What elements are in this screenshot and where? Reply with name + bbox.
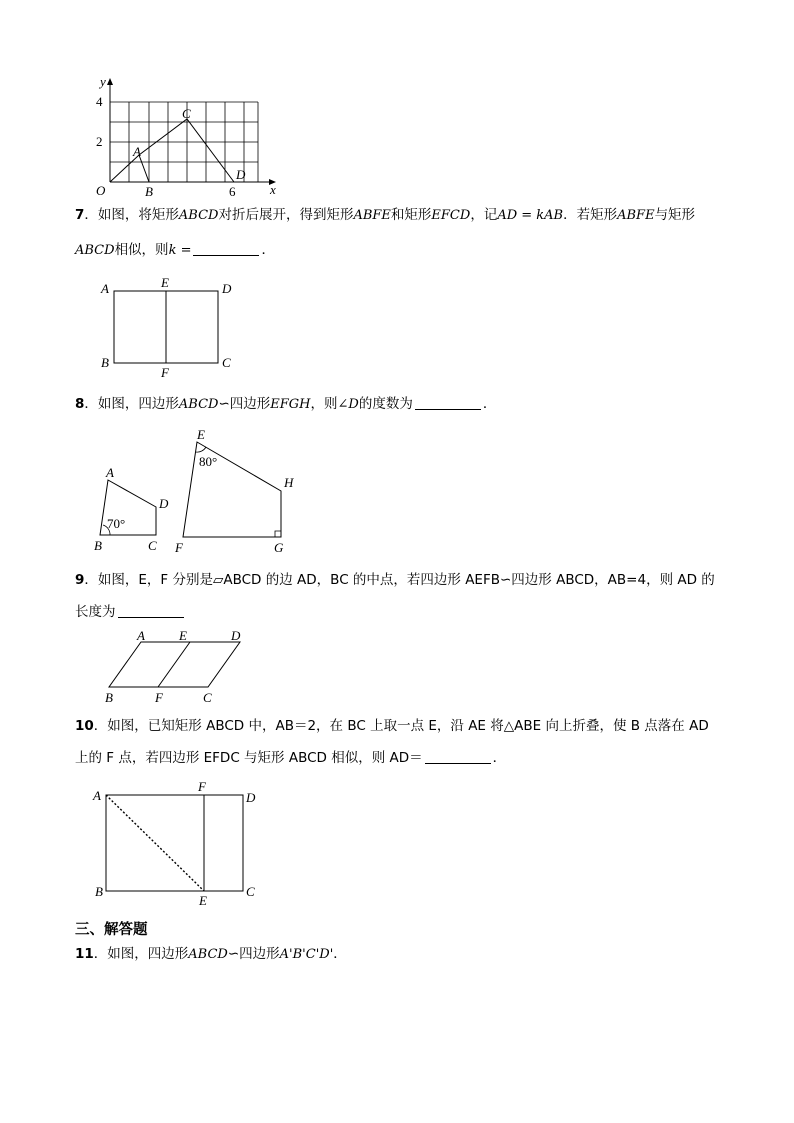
q8-text-c: ，则 [310, 396, 338, 412]
question-7-line-2 [75, 240, 275, 261]
fold-line-ae [106, 795, 204, 891]
y-axis-label: y [100, 74, 106, 89]
q8-text-d: 的度数为 [358, 396, 413, 412]
q11-text-b: 四边形 [239, 946, 280, 962]
q7-abfe-2: ABFE [617, 208, 655, 223]
q11-abcd-prime: A'B'C'D' [279, 947, 334, 962]
q11-text-a: ．如图，四边形 [93, 946, 189, 962]
q8-label-e: E [197, 427, 205, 442]
q10-label-e: E [199, 893, 207, 908]
q8-angle-e-value: 80° [199, 454, 218, 469]
y-tick-4: 4 [96, 94, 103, 109]
q10-rectangle-fold-figure [90, 778, 265, 910]
q9-label-d: D [231, 628, 241, 643]
q7-abcd: ABCD [178, 208, 219, 223]
y-tick-2: 2 [96, 134, 103, 149]
q8-quadrilaterals-figure [88, 424, 313, 556]
q8-efgh: EFGH [270, 397, 311, 412]
q8-right-angle-g [275, 531, 281, 537]
q10-label-d: D [246, 790, 256, 805]
segment-a-b [139, 155, 149, 182]
q8-angle-d: ∠D [337, 397, 359, 412]
q10-text-2a: 上的 F 点，若四边形 EFDC 与矩形 ABCD 相似，则 AD＝ [75, 750, 423, 766]
q8-answer-blank[interactable] [415, 395, 481, 410]
q8-sim: ∽ [218, 396, 230, 412]
q8-label-a: A [106, 465, 114, 480]
question-8-number: 8 [75, 396, 85, 412]
segment-ef-q9 [158, 642, 190, 687]
q8-label-g: G [274, 540, 284, 555]
rectangle-abcd-q10 [106, 795, 243, 891]
quadrilateral-efgh [183, 442, 281, 537]
q7-rectangle-figure [98, 276, 243, 384]
section-3-title: 三、解答题 [75, 922, 148, 938]
q8-abcd: ABCD [178, 397, 219, 412]
q7-abcd-2: ABCD [75, 243, 115, 258]
q8-label-f: F [175, 540, 183, 555]
x-tick-6: 6 [229, 184, 236, 199]
q11-abcd: ABCD [188, 947, 228, 962]
q8-text-e: ． [482, 396, 497, 412]
q9-text-1: ．如图，E，F 分别是▱ABCD 的边 AD，BC 的中点，若四边形 AEFB∽四边形 ABCD，AB=4，则 AD 的 [84, 572, 715, 588]
question-9-number: 9 [75, 572, 85, 588]
q7-equation: AD = kAB [497, 208, 564, 223]
point-c-label: C [182, 106, 191, 121]
q7-label-b: B [101, 355, 109, 370]
q7-efcd: EFCD [431, 208, 471, 223]
q8-label-b: B [94, 538, 102, 553]
question-11-line [75, 944, 347, 965]
q10-label-c: C [246, 884, 255, 899]
q7-label-e: E [161, 275, 169, 290]
q7-label-d: D [222, 281, 232, 296]
question-11-number: 11 [75, 946, 94, 962]
q8-angle-e-arc [196, 447, 206, 452]
q11-text-c: ． [333, 946, 347, 962]
axes [110, 82, 272, 182]
q7-text-b: 对折后展开，得到矩形 [218, 207, 354, 223]
question-7-line-1 [75, 205, 695, 226]
q8-text-a: ．如图，四边形 [84, 396, 179, 412]
question-7-number: 7 [75, 207, 85, 223]
q10-label-b: B [95, 884, 103, 899]
q11-sim: ∽ [227, 946, 240, 962]
q8-label-d: D [159, 496, 169, 511]
q10-label-f: F [198, 779, 206, 794]
q8-text-b: 四边形 [229, 396, 271, 412]
q7-text-g: 相似，则 [114, 242, 169, 258]
question-10-line-1 [75, 716, 709, 736]
y-axis-arrow [107, 78, 113, 85]
point-a-label: A [133, 144, 141, 159]
q8-label-c: C [148, 538, 157, 553]
question-10-line-2 [75, 748, 506, 768]
q7-text-e: ．若矩形 [563, 207, 618, 223]
point-b-label: B [145, 184, 153, 199]
q9-label-a: A [137, 628, 145, 643]
question-10-number: 10 [75, 718, 94, 734]
q7-text-h: ． [261, 242, 275, 258]
q10-label-a: A [93, 788, 101, 803]
origin-label: O [96, 183, 106, 198]
q10-text-2b: ． [492, 750, 507, 766]
q10-text-1: ．如图，已知矩形 ABCD 中，AB＝2，在 BC 上取一点 E，沿 AE 将△ABE 向上折叠，使 B 点落在 AD [93, 718, 709, 734]
question-9-line-2 [75, 602, 186, 622]
q7-text-c: 和矩形 [390, 207, 432, 223]
q7-text-d: ，记 [470, 207, 498, 223]
x-axis-label: x [270, 182, 276, 197]
q9-label-f: F [155, 690, 163, 705]
q7-answer-blank[interactable] [193, 241, 259, 256]
q8-label-h: H [284, 475, 294, 490]
coordinate-grid-figure [88, 72, 288, 200]
q9-text-2: 长度为 [75, 604, 116, 620]
q9-answer-blank[interactable] [118, 603, 184, 618]
q7-abfe: ABFE [353, 208, 391, 223]
q7-label-f: F [161, 365, 169, 380]
q8-angle-b-value: 70° [107, 516, 126, 531]
q7-k: k = [168, 243, 192, 258]
q7-label-a: A [101, 281, 109, 296]
point-d-label: D [236, 167, 246, 182]
q9-label-b: B [105, 690, 113, 705]
q7-text-a: ．如图，将矩形 [84, 207, 179, 223]
question-9-line-1 [75, 570, 715, 590]
q9-label-e: E [179, 628, 187, 643]
question-8-line [75, 394, 496, 415]
q7-text-f: 与矩形 [654, 207, 696, 223]
q7-label-c: C [222, 355, 231, 370]
q9-label-c: C [203, 690, 212, 705]
q10-answer-blank[interactable] [425, 749, 491, 764]
q9-parallelogram-figure [98, 630, 253, 708]
